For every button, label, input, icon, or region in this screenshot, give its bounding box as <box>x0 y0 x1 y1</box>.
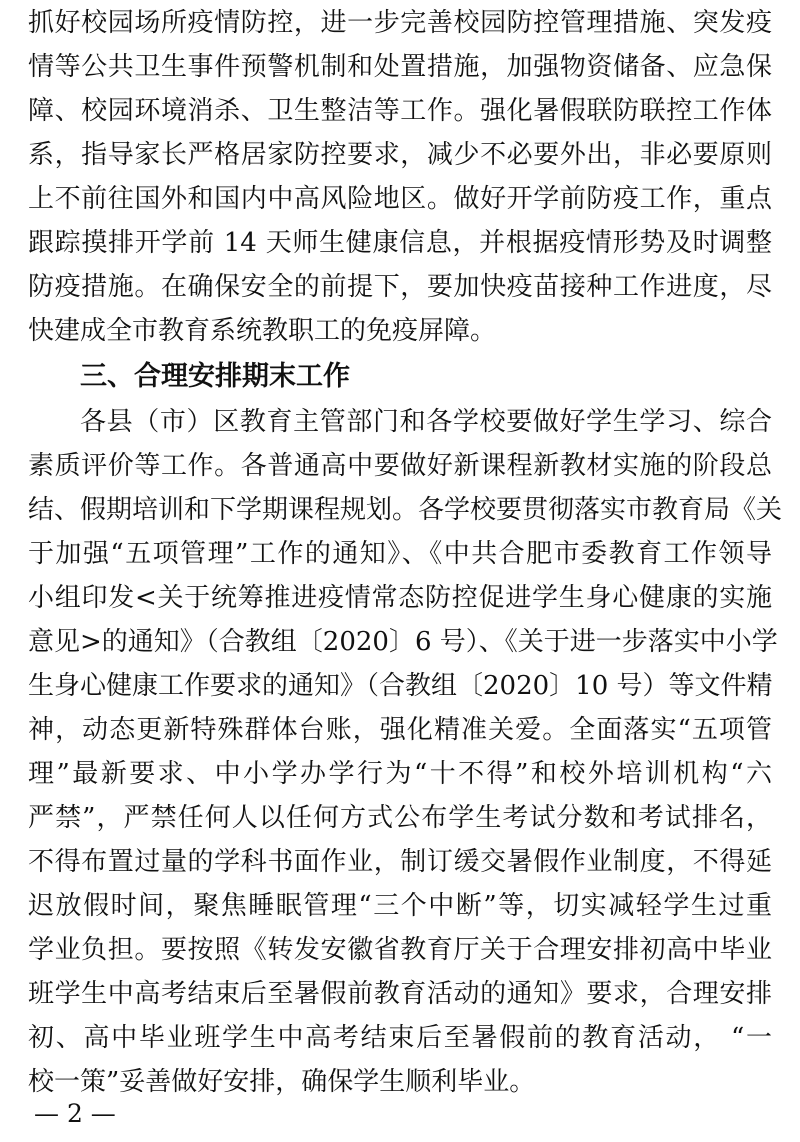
page-number: — 2 — <box>34 1099 116 1128</box>
body-text-line: 学业负担。要按照《转发安徽省教育厅关于合理安排初高中毕业 <box>28 935 772 965</box>
body-text-line: 初、高中毕业班学生中高考结束后至暑假前的教育活动， “一 <box>28 1023 772 1053</box>
body-text-line: 防疫措施。在确保安全的前提下，要加快疫苗接种工作进度，尽 <box>28 272 772 302</box>
body-text-line: 快建成全市教育系统教职工的免疫屏障。 <box>28 316 497 346</box>
body-text-line: 理”最新要求、中小学办学行为“十不得”和校外培训机构“六 <box>28 759 772 789</box>
body-text-line: 校一策”妥善做好安排，确保学生顺利毕业。 <box>28 1067 536 1097</box>
body-text-line: 抓好校园场所疫情防控，进一步完善校园防控管理措施、突发疫 <box>28 8 772 38</box>
section-heading: 三、合理安排期末工作 <box>80 361 350 392</box>
body-text-line: 不得布置过量的学科书面作业，制订缓交暑假作业制度，不得延 <box>28 847 772 877</box>
body-text-line: 意见>的通知》（合教组〔2020〕6 号）、《关于进一步落实中小学 <box>28 627 778 657</box>
body-text-line: 神，动态更新特殊群体台账，强化精准关爱。全面落实“五项管 <box>28 715 772 745</box>
body-text-line: 情等公共卫生事件预警机制和处置措施，加强物资储备、应急保 <box>28 52 772 82</box>
body-text-line: 班学生中高考结束后至暑假前教育活动的通知》要求，合理安排 <box>28 979 772 1009</box>
body-text-line: 迟放假时间，聚焦睡眠管理“三个中断”等，切实减轻学生过重 <box>28 891 772 921</box>
body-text-line: 上不前往国外和国内中高风险地区。做好开学前防疫工作，重点 <box>28 184 772 214</box>
body-text-line: 素质评价等工作。各普通高中要做好新课程新教材实施的阶段总 <box>28 451 772 481</box>
body-text-line: 生身心健康工作要求的通知》（合教组〔2020〕10 号）等文件精 <box>28 671 773 701</box>
body-text-line: 各县（市）区教育主管部门和各学校要做好学生学习、综合 <box>80 407 772 437</box>
body-text-line: 严禁”，严禁任何人以任何方式公布学生考试分数和考试排名， <box>28 803 772 833</box>
body-text-line: 结、假期培训和下学期课程规划。各学校要贯彻落实市教育局《关 <box>28 495 783 525</box>
body-text-line: 障、校园环境消杀、卫生整洁等工作。强化暑假联防联控工作体 <box>28 96 772 126</box>
body-text-line: 小组印发<关于统筹推进疫情常态防控促进学生身心健康的实施 <box>28 583 772 613</box>
body-text-line: 系，指导家长严格居家防控要求，减少不必要外出，非必要原则 <box>28 140 772 170</box>
body-text-line: 于加强“五项管理”工作的通知》、《中共合肥市委教育工作领导 <box>28 539 772 569</box>
body-text-line: 跟踪摸排开学前 14 天师生健康信息，并根据疫情形势及时调整 <box>28 228 772 258</box>
